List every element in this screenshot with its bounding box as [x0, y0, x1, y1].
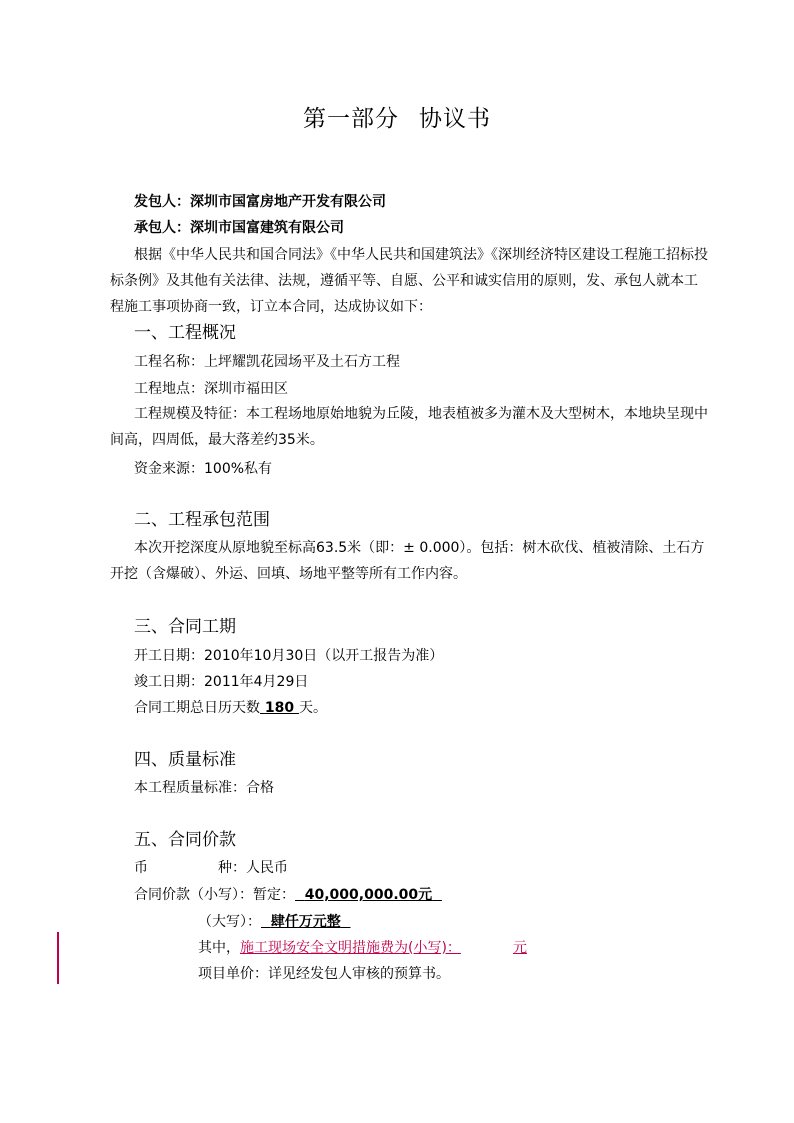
price-upper-label: （大写）： [198, 914, 261, 930]
title-part: 第一部分 [303, 106, 399, 132]
project-scale: 工程规模及特征：本工程场地原始地貌为丘陵，地表植被多为灌木及大型树木，本地块呈现中间高，四周低，最大落差约35米。 [110, 406, 708, 448]
safety-prefix: 其中， [198, 940, 240, 956]
employer-line [134, 193, 386, 211]
duration-label: 合同工期总日历天数 [134, 700, 260, 716]
contractor-line [134, 219, 344, 237]
safety-fee-line [198, 939, 527, 957]
currency-label-a: 币 [134, 860, 148, 876]
contractor-value: 深圳市国富建筑有限公司 [190, 220, 344, 236]
price-value: 40,000,000.00元 [304, 887, 433, 903]
duration-value: 180 [264, 700, 295, 716]
employer-value: 深圳市国富房地产开发有限公司 [190, 194, 386, 210]
scope-paragraph: 本次开挖深度从原地貌至标高63.5米（即：± 0.000）。包括：树木砍伐、植被清除、土石方开挖（含爆破）、外运、回填、场地平整等所有工作内容。 [110, 540, 705, 582]
price-upper-value: 肆仟万元整 [270, 914, 341, 930]
project-location: 工程地点：深圳市福田区 [134, 381, 288, 397]
contractor-label: 承包人： [134, 220, 190, 236]
safety-fee-text: 施工现场安全文明措施费为(小写)： 元 [240, 940, 527, 956]
title-name: 协议书 [419, 106, 491, 132]
section3-heading: 三、合同工期 [134, 617, 236, 637]
project-funding: 资金来源：100%私有 [134, 461, 273, 477]
duration-line [134, 699, 327, 717]
quality-standard: 本工程质量标准：合格 [134, 780, 274, 796]
employer-label: 发包人： [134, 194, 190, 210]
price-line [134, 886, 442, 904]
section5-heading: 五、合同价款 [134, 830, 236, 850]
revision-bar [57, 932, 59, 984]
page-title [0, 100, 794, 133]
intro-paragraph: 根据《中华人民共和国合同法》《中华人民共和国建筑法》《深圳经济特区建设工程施工招标投标条例》及其他有关法律、法规，遵循平等、自愿、公平和诚实信用的原则，发、承包人就本工程施工事项协商一致，订立本合同，达成协议如下： [110, 247, 708, 315]
price-upper-line [198, 913, 351, 931]
price-label: 合同价款（小写）：暂定： [134, 887, 295, 903]
section2-heading: 二、工程承包范围 [134, 510, 270, 530]
project-name: 工程名称：上坪耀凯花园场平及土石方工程 [134, 354, 400, 370]
start-date: 开工日期：2010年10月30日（以开工报告为准） [134, 648, 444, 664]
section1-heading: 一、工程概况 [134, 323, 236, 343]
unit-price-line: 项目单价：详见经发包人审核的预算书。 [198, 966, 450, 982]
end-date: 竣工日期：2011年4月29日 [134, 674, 309, 690]
section4-heading: 四、质量标准 [134, 750, 236, 770]
currency-label-b: 种：人民币 [218, 860, 288, 876]
duration-unit: 天。 [298, 700, 327, 716]
currency-line [134, 859, 288, 877]
